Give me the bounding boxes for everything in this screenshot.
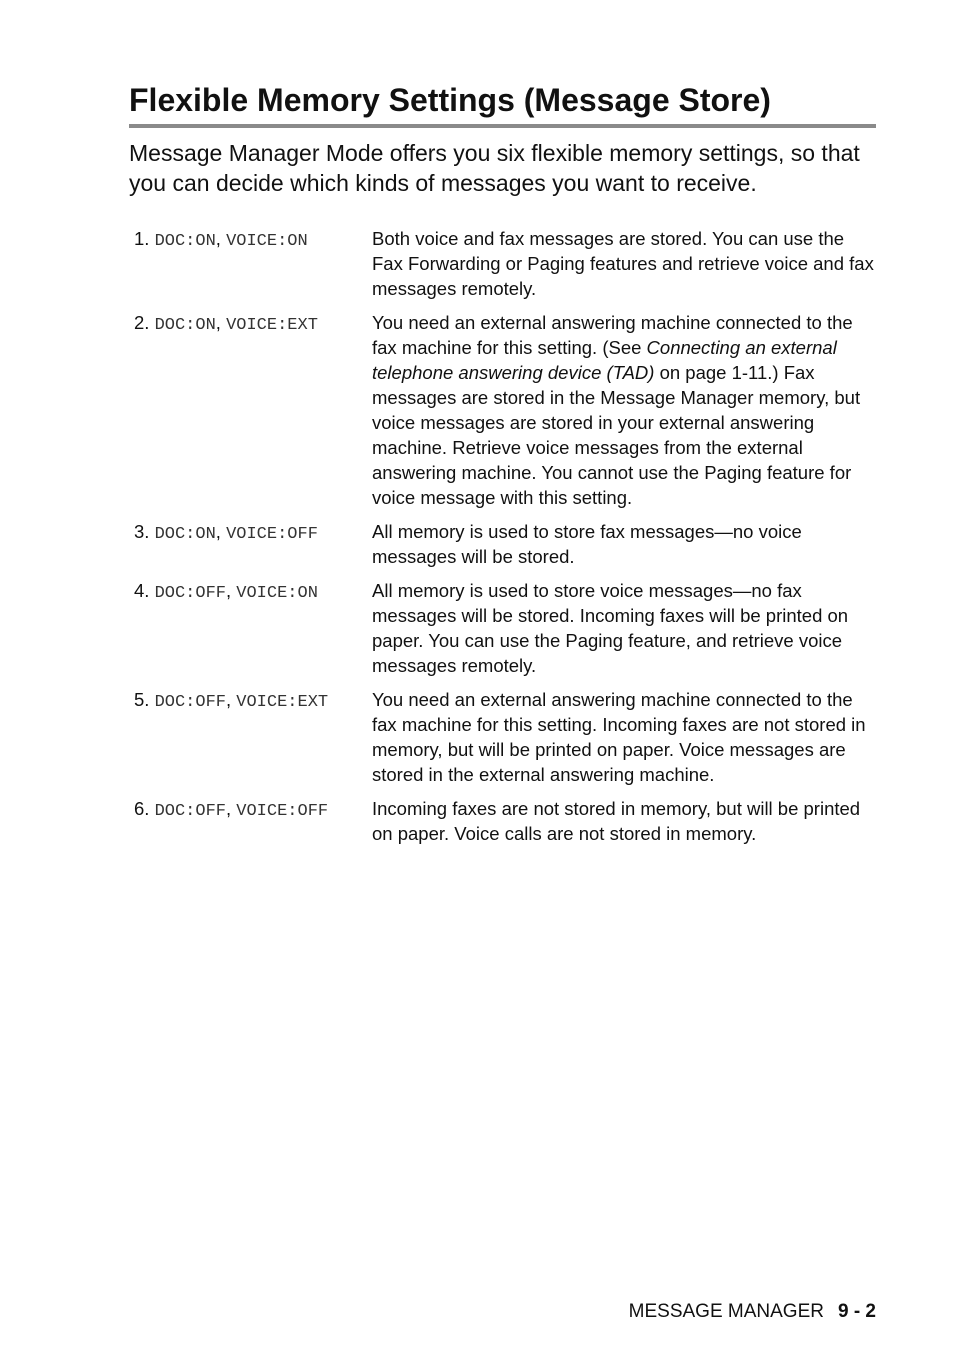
separator: ,: [226, 580, 232, 601]
separator: ,: [215, 312, 221, 333]
setting-row-1: [134, 226, 884, 301]
footer-section-name: MESSAGE MANAGER: [628, 1301, 824, 1322]
setting-row-4: [134, 578, 884, 678]
doc-setting-code: DOC:OFF: [154, 802, 226, 821]
setting-label: [134, 796, 372, 824]
setting-row-2: [134, 310, 884, 510]
setting-row-6: [134, 796, 884, 846]
intro-paragraph: Message Manager Mode offers you six flexible memory settings, so that you can decide which kinds of messages you want to receive.: [129, 140, 860, 196]
setting-label: [134, 310, 372, 338]
setting-label: [134, 226, 372, 254]
separator: ,: [226, 798, 232, 819]
setting-row-5: [134, 687, 884, 787]
voice-setting-code: VOICE:EXT: [226, 316, 318, 335]
setting-number: 2.: [134, 312, 150, 333]
setting-description: [372, 687, 880, 787]
description-text: All memory is used to store fax messages—no voice messages will be stored.: [372, 521, 802, 567]
footer-page-number: 9 - 2: [837, 1301, 876, 1322]
separator: ,: [215, 521, 221, 542]
description-text: All memory is used to store voice messages—no fax messages will be stored. Incoming faxes will be printed on paper. You can use the Paging feature, and retrieve voice messages remotely.: [372, 580, 849, 676]
doc-setting-code: DOC:ON: [154, 232, 216, 251]
settings-list: [134, 226, 884, 855]
setting-description: [372, 578, 880, 678]
voice-setting-code: VOICE:OFF: [226, 525, 318, 544]
description-text-end: on page 1-11.) Fax messages are stored in the Message Manager memory, but voice messages are stored in your external answering machine. Retrieve voice messages from the external answering machine. You cannot use the Paging feature for voice message with this setting.: [372, 362, 861, 508]
doc-setting-code: DOC:OFF: [154, 693, 226, 712]
description-text: Incoming faxes are not stored in memory, but will be printed on paper. Voice calls are not stored in memory.: [372, 798, 861, 844]
voice-setting-code: VOICE:EXT: [236, 693, 329, 712]
description-italic: Connecting an external telephone answering device (TAD): [372, 337, 837, 383]
description-text: You need an external answering machine connected to the fax machine for this setting. (See: [372, 312, 853, 358]
page-title: Flexible Memory Settings (Message Store): [129, 82, 771, 118]
setting-label: [134, 578, 372, 606]
setting-number: 3.: [134, 521, 150, 542]
setting-number: 4.: [134, 580, 150, 601]
doc-setting-code: DOC:ON: [154, 316, 216, 335]
page-footer: [629, 1300, 876, 1324]
setting-description: [372, 796, 880, 846]
setting-row-3: [134, 519, 884, 569]
description-text: Both voice and fax messages are stored. You can use the Fax Forwarding or Paging features and retrieve voice and fax messages remotely.: [372, 228, 874, 299]
description-text: You need an external answering machine connected to the fax machine for this setting. Incoming faxes are not stored in memory, but will be printed on paper. Voice messages are stored in the external answering machine.: [372, 689, 866, 785]
voice-setting-code: VOICE:OFF: [236, 802, 329, 821]
setting-number: 6.: [134, 798, 150, 819]
setting-description: [372, 310, 880, 510]
separator: ,: [215, 228, 221, 249]
setting-number: 5.: [134, 689, 150, 710]
voice-setting-code: VOICE:ON: [226, 232, 308, 251]
separator: ,: [226, 689, 232, 710]
setting-number: 1.: [134, 228, 150, 249]
title-rule: [129, 124, 876, 128]
voice-setting-code: VOICE:ON: [236, 584, 318, 603]
setting-label: [134, 687, 372, 715]
setting-description: [372, 519, 880, 569]
doc-setting-code: DOC:ON: [154, 525, 216, 544]
setting-description: [372, 226, 880, 301]
setting-label: [134, 519, 372, 547]
doc-setting-code: DOC:OFF: [154, 584, 226, 603]
